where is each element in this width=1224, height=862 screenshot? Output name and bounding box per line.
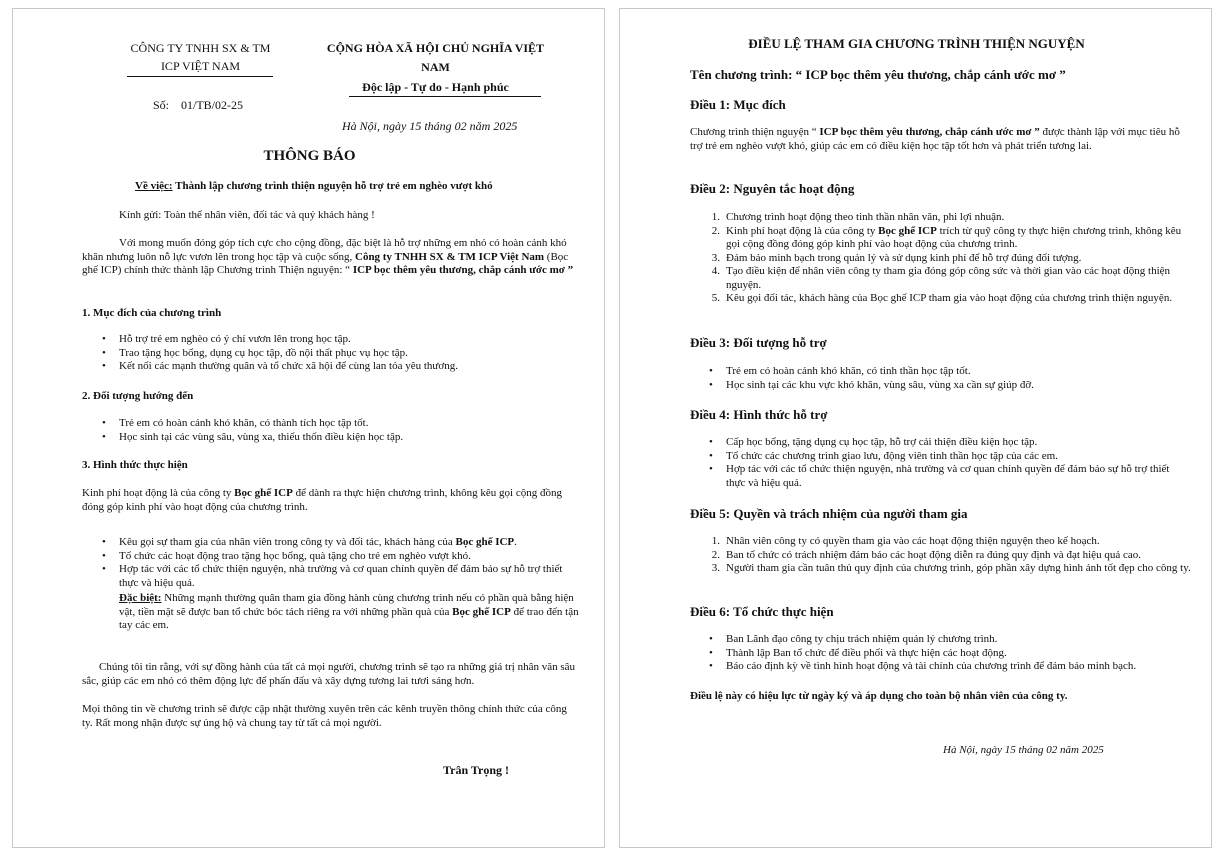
charter-date: Hà Nội, ngày 15 tháng 02 năm 2025: [943, 744, 1104, 756]
list-item: • Trẻ em có hoàn cảnh khó khăn, có tinh thần học tập tốt.: [726, 365, 1186, 379]
article-4-heading: Điều 4: Hình thức hỗ trợ: [690, 407, 828, 422]
article-5-list: [711, 535, 1196, 576]
section-3-heading: 3. Hình thức thực hiện: [82, 459, 188, 471]
national-header: [313, 39, 558, 97]
item-number: 2.: [711, 548, 720, 561]
article-6-heading: Điều 6: Tổ chức thực hiện: [690, 604, 834, 619]
subject-label: Về việc:: [135, 180, 173, 192]
list-item: • Học sinh tại các khu vực khó khăn, vùng sâu, vùng xa cần sự giúp đỡ.: [726, 379, 1186, 393]
article-4-list: [726, 436, 1186, 490]
item-number: 5.: [711, 292, 720, 304]
list-item: • Trẻ em có hoàn cảnh khó khăn, có thành tích học tập tốt.: [119, 417, 589, 431]
subject-text: Thành lập chương trình thiện nguyện hỗ trợ trẻ em nghèo vượt khó: [172, 180, 493, 192]
item-end: .: [514, 536, 517, 548]
list-item: • Học sinh tại các vùng sâu, vùng xa, thiếu thốn điều kiện học tập.: [119, 431, 589, 445]
regards: Trân Trọng !: [443, 763, 510, 777]
notice-title: THÔNG BÁO: [263, 148, 356, 164]
list-item: [711, 251, 1186, 266]
list-item: • Trao tặng học bổng, dụng cụ học tập, đồ nội thất phục vụ học tập.: [119, 347, 589, 361]
company-underline: [127, 76, 273, 77]
article-3-heading: Điều 3: Đối tượng hỗ trợ: [690, 335, 827, 350]
section-1-list: [119, 333, 589, 374]
article-1-paragraph: [690, 126, 1180, 153]
item-text-2: trích từ quỹ công ty thực hiện chương trình, không kêu gọi cộng đồng đóng góp kinh phí vào hoạt động của chương trình.: [726, 224, 1182, 250]
list-item: • Thành lập Ban tổ chức để điều phối và thực hiện các hoạt động.: [726, 647, 1196, 661]
section-1-heading: 1. Mục đích của chương trình: [82, 307, 222, 319]
nation-line1: CỘNG HÒA XÃ HỘI CHỦ NGHĨA VIỆT: [326, 41, 545, 55]
item-text: Đảm bảo minh bạch trong quản lý và sử dụng kinh phí để hỗ trợ đúng đối tượng.: [726, 251, 1082, 264]
intro-paragraph: [82, 237, 582, 278]
item-number: 1.: [711, 211, 720, 223]
item-text: Tạo điều kiện để nhân viên công ty tham gia đóng góp công sức và thời gian vào các hoạt động thiện nguyện.: [726, 265, 1171, 291]
greeting: Kính gửi: Toàn thể nhân viên, đối tác và quý khách hàng !: [119, 209, 375, 221]
company-name-line1: CÔNG TY TNHH SX & TM: [130, 41, 271, 55]
list-item: [711, 292, 1186, 306]
charter-title: ĐIỀU LỆ THAM GIA CHƯƠNG TRÌNH THIỆN NGUYỆN: [748, 36, 1085, 51]
special-note: [119, 592, 579, 633]
item-text: Kêu gọi đối tác, khách hàng của Bọc ghế ICP tham gia vào hoạt động của chương trình thiện nguyện.: [726, 292, 1173, 304]
list-item: • Hợp tác với các tổ chức thiện nguyện, nhà trường và cơ quan chính quyền để đảm bảo sự hỗ trợ thiết thực và hiệu quả.: [119, 563, 579, 590]
item-text: Nhân viên công ty có quyền tham gia vào các hoạt động thiện nguyện theo kế hoạch.: [726, 535, 1100, 547]
closing-paragraph-2: Mọi thông tin về chương trình sẽ được cập nhật thường xuyên trên các kênh truyền thông chính thức của công ty. Rất mong nhận được sự ủng hộ và chung tay từ tất cả mọi người.: [82, 703, 567, 729]
intro-text-2: (Bọc ghế ICP) chính thức thành lập Chương trình Thiện nguyện: “: [82, 250, 569, 276]
item-brand: Bọc ghế ICP: [878, 224, 937, 237]
article-3-list: [726, 365, 1186, 392]
article-1-heading: Điều 1: Mục đích: [690, 97, 786, 112]
list-item: [711, 535, 1196, 549]
list-item: • Ban Lãnh đạo công ty chịu trách nhiệm quản lý chương trình.: [726, 633, 1196, 647]
article-5-heading: Điều 5: Quyền và trách nhiệm của người tham gia: [690, 506, 968, 521]
list-item: [711, 211, 1186, 225]
list-item: • Kết nối các mạnh thường quân và tổ chức xã hội để cùng lan tỏa yêu thương.: [119, 360, 589, 374]
list-item: • Tổ chức các hoạt động trao tặng học bổng, quà tặng cho trẻ em nghèo vượt khó.: [119, 550, 579, 564]
item-number: 1.: [711, 535, 720, 547]
charter-page: [619, 8, 1212, 848]
a1-text-2: được thành lập với mục tiêu hỗ trợ trẻ em nghèo vượt khó, giúp các em có điều kiện học tập tốt hơn và phát triển tương lai.: [690, 126, 1180, 152]
article-2-list: [711, 211, 1186, 306]
special-text-2: để trao đến tận tay các em.: [119, 605, 579, 631]
number-label: Số:: [153, 98, 170, 112]
special-label: Đặc biệt:: [119, 592, 162, 604]
section-3-paragraph: [82, 487, 567, 514]
article-2-heading: Điều 2: Nguyên tắc hoạt động: [690, 181, 855, 196]
list-item: • Tổ chức các chương trình giao lưu, động viên tinh thần học tập của các em.: [726, 450, 1186, 464]
item-number: 2.: [711, 224, 720, 237]
item-text: Chương trình hoạt động theo tinh thần nhân văn, phi lợi nhuận.: [726, 211, 1005, 223]
list-item: [711, 562, 1196, 576]
a1-text-1: Chương trình thiện nguyện “: [690, 126, 820, 138]
special-brand: Bọc ghế ICP: [452, 605, 511, 618]
company-name-line2: ICP VIỆT NAM: [160, 59, 241, 73]
item-number: 3.: [711, 562, 720, 574]
closing-paragraph-1: Chúng tôi tin rằng, với sự đồng hành của tất cả mọi người, chương trình sẽ tạo ra những giá trị nhân văn sâu sắc, giúp các em nhỏ có thêm động lực để phấn đấu và xây dựng tương lai tươi sáng hơn.: [82, 661, 576, 687]
item-number: 4.: [711, 265, 720, 277]
s3-brand: Bọc ghế ICP: [234, 487, 293, 499]
section-3-list: [119, 536, 579, 590]
company-header: [113, 39, 288, 75]
item-text: Kêu gọi sự tham gia của nhân viên trong công ty và đối tác, khách hàng của: [119, 536, 456, 548]
list-item: • Hỗ trợ trẻ em nghèo có ý chí vươn lên trong học tập.: [119, 333, 589, 347]
list-item: [711, 548, 1196, 563]
item-text: Kinh phí hoạt động là của công ty: [726, 224, 879, 237]
item-text: Người tham gia cần tuân thủ quy định của chương trình, góp phần xây dựng hình ảnh tốt đẹp cho công ty.: [726, 562, 1191, 574]
notice-subject: [135, 180, 493, 194]
intro-company: Công ty TNHH SX & TM ICP Việt Nam: [355, 250, 545, 263]
list-item: • Cấp học bổng, tặng dụng cụ học tập, hỗ trợ cải thiện điều kiện học tập.: [726, 436, 1186, 450]
notice-page: [12, 8, 605, 848]
nation-line2: NAM: [421, 60, 450, 74]
section-2-heading: 2. Đối tượng hướng đến: [82, 390, 194, 402]
item-number: 3.: [711, 251, 720, 264]
list-item: [119, 536, 579, 550]
notice-date: Hà Nội, ngày 15 tháng 02 năm 2025: [342, 119, 518, 133]
list-item: [711, 224, 1186, 252]
special-text-1: Những mạnh thường quân tham gia đồng hành cùng chương trình nếu có phần quà bằng hiện vật, tiền mặt sẽ được ban tổ chức bóc tách riêng ra với những phần quà của: [119, 592, 574, 618]
national-motto: Độc lập - Tự do - Hạnh phúc: [362, 80, 509, 94]
intro-text-1: Với mong muốn đóng góp tích cực cho cộng đồng, đặc biệt là hỗ trợ những em nhỏ có hoàn cảnh khó khăn nhưng luôn nỗ lực vươn lên trong học tập và cuộc sống,: [82, 237, 567, 263]
program-name: Tên chương trình: “ ICP bọc thêm yêu thương, chắp cánh ước mơ ”: [690, 67, 1066, 82]
number-value: 01/TB/02-25: [181, 98, 244, 112]
list-item: • Hợp tác với các tổ chức thiện nguyện, nhà trường và cơ quan chính quyền để đảm bảo sự hỗ trợ thiết thực và hiệu quả.: [726, 463, 1186, 490]
article-6-list: [726, 633, 1196, 674]
intro-program: ICP bọc thêm yêu thương, chắp cánh ước mơ ”: [352, 264, 574, 276]
section-2-list: [119, 417, 589, 444]
s3-text-2: để dành ra thực hiện chương trình, không kêu gọi cộng đồng đóng góp kinh phí vào hoạt động của chương trình.: [82, 487, 562, 513]
list-item: • Báo cáo định kỳ về tình hình hoạt động và tài chính của chương trình để đảm bảo minh bạch.: [726, 660, 1196, 674]
item-brand: Bọc ghế ICP: [455, 536, 515, 548]
motto-underline: [349, 96, 541, 97]
list-item: [711, 265, 1186, 292]
a1-program: ICP bọc thêm yêu thương, chắp cánh ước mơ ”: [819, 126, 1040, 138]
item-text: Ban tổ chức có trách nhiệm đảm bảo các hoạt động diễn ra đúng quy định và đạt hiệu quả cao.: [726, 548, 1141, 561]
effective-clause: Điều lệ này có hiệu lực từ ngày ký và áp dụng cho toàn bộ nhân viên của công ty.: [690, 690, 1068, 702]
document-number: [153, 98, 243, 112]
s3-text-1: Kinh phí hoạt động là của công ty: [82, 487, 235, 499]
